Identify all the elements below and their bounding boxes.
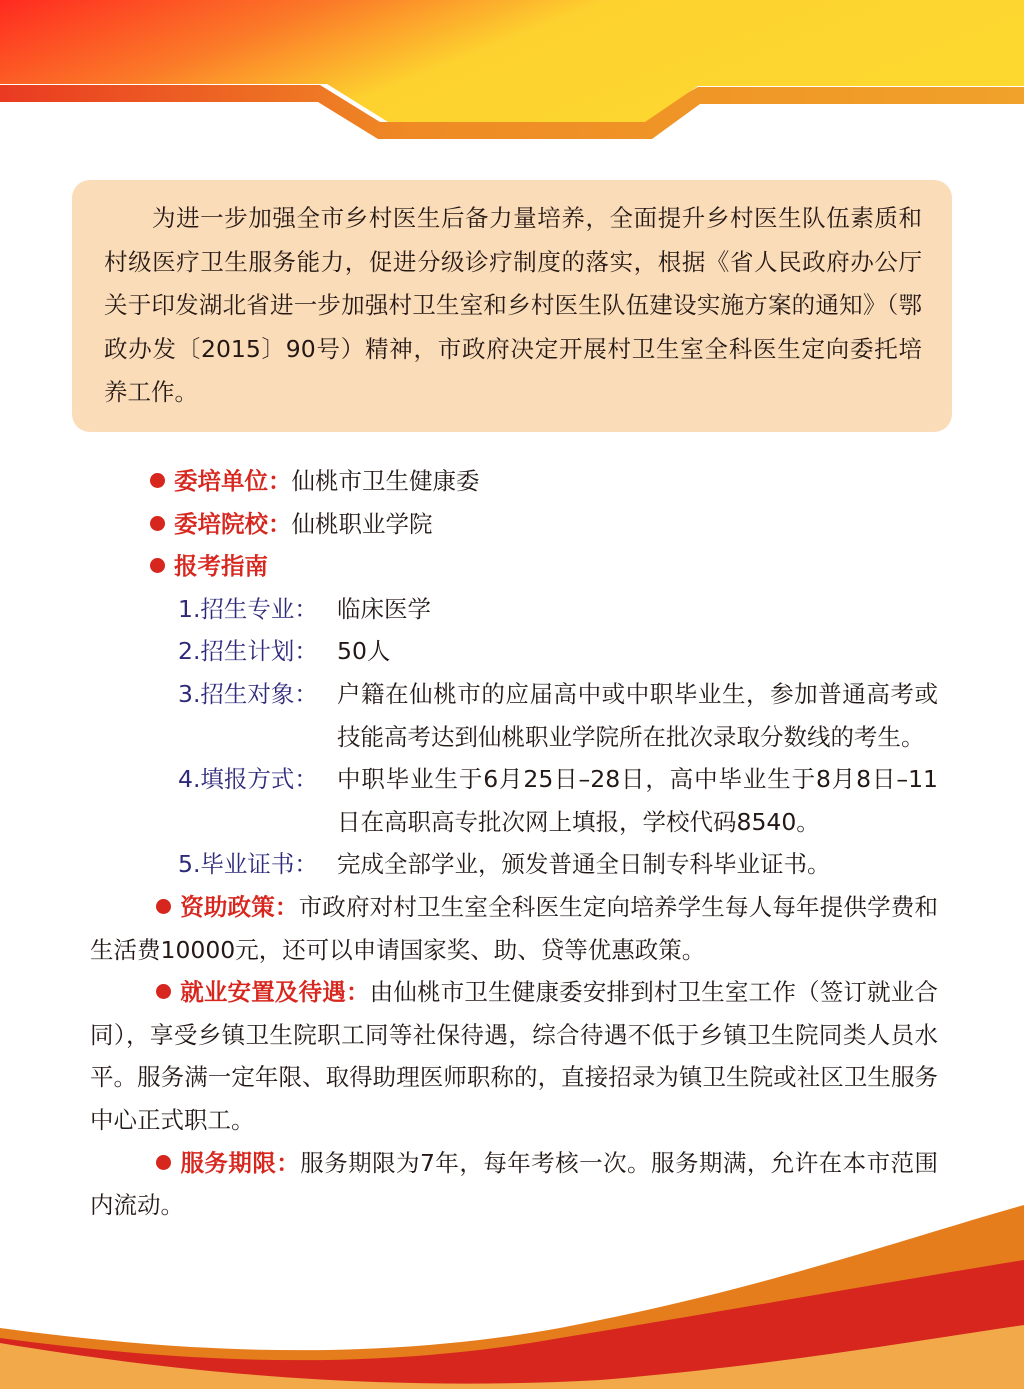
item-application-guide: 报考指南 <box>90 545 938 588</box>
top-banner <box>0 0 1024 140</box>
bullet-icon <box>156 1155 171 1170</box>
bullet-icon <box>150 473 165 488</box>
guide-plan: 2.招生计划： 50人 <box>178 637 391 666</box>
bullet-icon <box>150 516 165 531</box>
para-funding-policy: 资助政策：市政府对村卫生室全科医生定向培养学生每人每年提供学费和生活费10000元，还可以申请国家奖、助、贷等优惠政策。 <box>90 892 938 964</box>
bottom-wave <box>0 1180 1024 1389</box>
bullet-icon <box>156 984 171 999</box>
guide-major: 1.招生专业： 临床医学 <box>178 594 431 623</box>
bullet-icon <box>156 899 171 914</box>
guide-method: 4.填报方式： 中职毕业生于6月25日–28日，高中毕业生于8月8日–11日在高职高专批次网上填报，学校代码8540。 <box>178 765 938 836</box>
item-commissioning-unit: 委培单位：仙桃市卫生健康委 <box>90 460 938 503</box>
guide-target: 3.招生对象： 户籍在仙桃市的应届高中或中职毕业生，参加普通高考或技能高考达到仙桃职业学院所在批次录取分数线的考生。 <box>178 679 938 751</box>
intro-paragraph: 为进一步加强全市乡村医生后备力量培养，全面提升乡村医生队伍素质和村级医疗卫生服务能力，促进分级诊疗制度的落实，根据《省人民政府办公厅关于印发湖北省进一步加强村卫生室和乡村医生队伍建设实施方案的通知》（鄂政办发〔2015〕90号）精神，市政府决定开展村卫生室全科医生定向委托培养工作。 <box>72 180 952 432</box>
bullet-icon <box>150 558 165 573</box>
item-commissioning-school: 委培院校：仙桃职业学院 <box>90 503 938 546</box>
content-body <box>90 460 938 1227</box>
para-employment: 就业安置及待遇：由仙桃市卫生健康委安排到村卫生室工作（签订就业合同），享受乡镇卫生院职工同等社保待遇，综合待遇不低于乡镇卫生院同类人员水平。服务满一定年限、取得助理医师职称的，直接招录为镇卫生院或社区卫生服务中心正式职工。 <box>90 978 938 1134</box>
guide-certificate: 5.毕业证书： 完成全部学业，颁发普通全日制专科毕业证书。 <box>178 850 831 879</box>
para-service-term: 服务期限：服务期限为7年，每年考核一次。服务期满，允许在本市范围内流动。 <box>90 1148 939 1220</box>
